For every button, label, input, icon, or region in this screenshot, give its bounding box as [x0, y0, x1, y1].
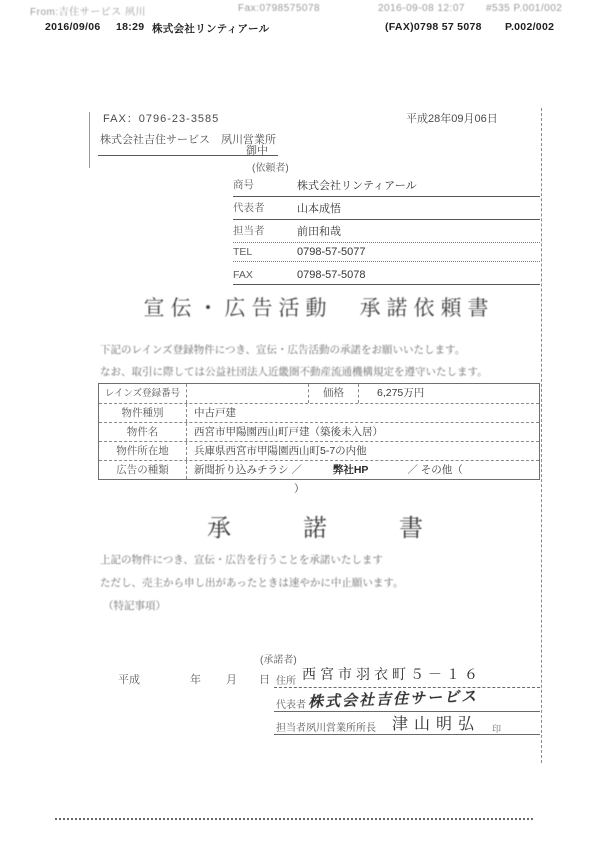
requester-fax-value: 0798-57-5078 [297, 269, 366, 281]
seal-mark: 印 [492, 724, 502, 734]
consent-note-label: （特記事項） [103, 600, 166, 612]
acceptor-address-label: 住所 [276, 676, 296, 687]
property-name-label: 物件名 [99, 423, 187, 441]
addressee-underline [98, 155, 278, 156]
scan-bottom-dotted-line [55, 818, 533, 820]
requester-representative-label: 代表者 [233, 202, 265, 214]
requester-tel-label: TEL [233, 246, 253, 258]
fax-header2-faxnum: (FAX)0798 57 5078 [385, 21, 482, 33]
requester-row-company [233, 177, 540, 197]
ad-option-other: ／ その他（ [407, 464, 463, 476]
ad-type-value [187, 461, 539, 495]
requester-row-contact [233, 223, 540, 243]
consent-line-1: 上記の物件につき、宣伝・広告を行うことを承諾いたします [100, 554, 383, 566]
date-blank-day: 日 [259, 674, 270, 686]
requester-company-value: 株式会社リンティアール [297, 180, 417, 192]
fax-to-number: FAX：0796-23-3585 [103, 113, 220, 125]
date-blank-year: 年 [190, 674, 201, 686]
table-row-type [99, 403, 539, 422]
price-value: 6,275万円 [377, 387, 425, 399]
table-row-location [99, 441, 539, 460]
intro-line-2: なお、取引に際しては公益社団法人近畿圏不動産流通機構規定を遵守いたします。 [100, 366, 488, 378]
requester-representative-value: 山本成悟 [297, 203, 341, 215]
reins-label: レインズ登録番号 [99, 384, 187, 403]
fax-header2-sender: 株式会社リンティアール [152, 23, 270, 35]
consent-title: 承 諾 書 [207, 515, 431, 542]
ad-type-label: 広告の種類 [99, 461, 187, 479]
acceptor-person-signature: 津山明弘 [392, 714, 481, 733]
property-location-label: 物件所在地 [99, 442, 187, 460]
requester-tel-value: 0798-57-5077 [297, 246, 366, 258]
date-blank-month: 月 [226, 674, 237, 686]
property-type-label: 物件種別 [99, 404, 187, 422]
acceptor-person-underline [274, 734, 540, 735]
acceptor-person-label: 担当者 [276, 723, 306, 734]
table-row-adtype [99, 460, 539, 495]
reins-value [187, 384, 309, 403]
price-label: 価格 [309, 384, 359, 403]
fax-header-pages: #535 P.001/002 [486, 3, 563, 14]
requester-contact-value: 前田和哉 [297, 226, 341, 238]
consent-line-2: ただし、売主から申し出があったときは速やかに中止願います。 [100, 577, 404, 589]
document-date: 平成28年09月06日 [406, 113, 498, 125]
ad-option-other-close: ） [294, 483, 305, 495]
date-blank-era: 平成 [118, 674, 140, 686]
intro-line-1: 下記のレインズ登録物件につき、宣伝・広告活動の承諾をお願いいたします。 [100, 344, 466, 356]
requester-row-fax [233, 269, 540, 285]
scan-right-edge [541, 108, 542, 763]
property-type-value: 中古戸建 [194, 407, 236, 419]
document-title: 宣伝・広告活動 承諾依頼書 [143, 297, 495, 320]
acceptor-label: (承諾者) [260, 655, 297, 666]
scan-edge-mark [89, 112, 90, 168]
requester-row-tel [233, 246, 540, 262]
fax-header2-pages: P.002/002 [505, 21, 555, 33]
ad-option-flyer: 新聞折り込みチラシ ／ [194, 464, 302, 476]
acceptor-company-label: 代表者 [276, 700, 306, 711]
fax-header-datetime: 2016-09-08 12:07 [378, 3, 465, 14]
table-row-name [99, 422, 539, 441]
addressee-name: 株式会社吉住サービス 夙川営業所 [100, 134, 276, 146]
acceptor-address-value: 西宮市羽衣町５－１６ [302, 667, 482, 683]
addressee-honorific: 御中 [246, 145, 268, 157]
fax-header-faxnum: Fax:0798575078 [238, 3, 321, 14]
property-name-value: 西宮市甲陽園西山町戸建（築後未入居） [194, 426, 383, 438]
acceptor-company-signature: 株式会社吉住サービス [307, 687, 479, 711]
property-table [98, 383, 540, 495]
requester-row-representative [233, 200, 540, 220]
property-location-value: 兵庫県西宮市甲陽園西山町5-7の内他 [194, 445, 367, 457]
acceptor-person-title: 夙川営業所所長 [306, 723, 376, 734]
requester-fax-label: FAX [233, 269, 253, 281]
requester-company-label: 商号 [233, 179, 254, 191]
fax-header-from: From:吉住サービス 夙川 [30, 7, 146, 18]
requester-label: (依頼者) [252, 163, 289, 174]
fax-header2-date: 2016/09/06 [45, 21, 101, 33]
table-row-reins [99, 384, 539, 403]
ad-option-website: 弊社HP [332, 464, 369, 476]
fax-header2-time: 18:29 [116, 21, 145, 33]
requester-contact-label: 担当者 [233, 225, 265, 237]
